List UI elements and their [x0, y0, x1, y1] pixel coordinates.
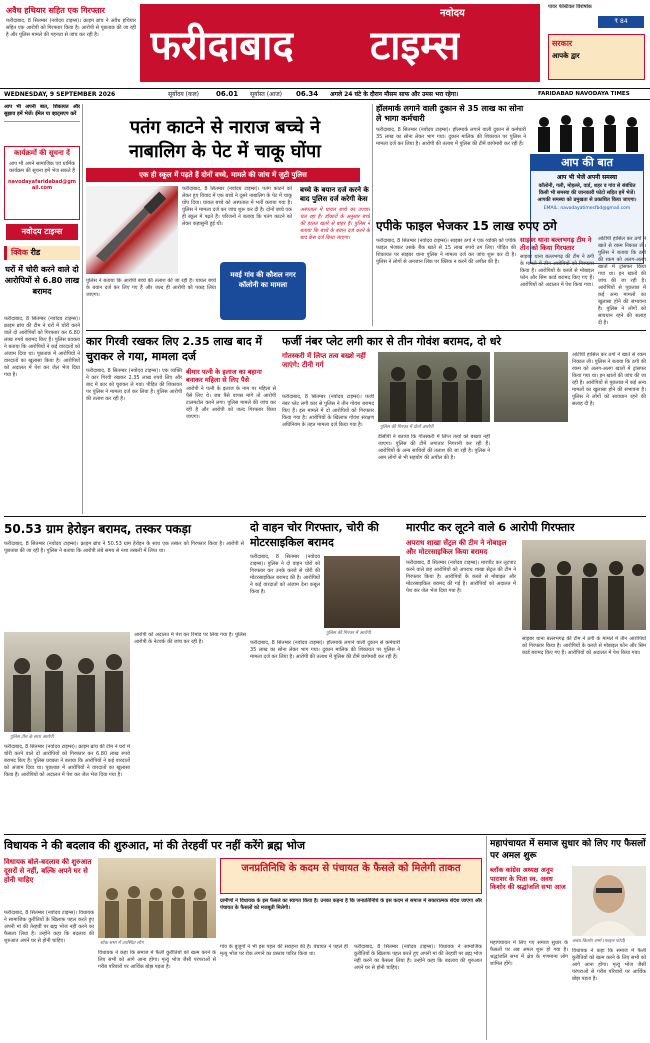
car-text: फरीदाबाद, 8 सितम्बर (नवोदय टाइम्स)। एक व्यक्ति ने कार गिरवी रखकर 2.35 लाख रुपये लिए और बाद में कार को चुराकर ले गया। पीड़ित की शिकायत पर पुलिस ने मामला दर्ज कर लिया है। पुलिस आरोपी की तलाश कर रही है। — [86, 368, 182, 402]
event-box-text: आप भी अपने सामाजिक एवं धार्मिक कार्यक्रम की सूचना हमें भेज सकते हैं — [9, 161, 75, 174]
quote-box — [220, 858, 482, 894]
lead-side — [300, 186, 370, 326]
condolence-text-2: विधायक ने कहा कि समाज में फैली कुरीतियों को खत्म करने के लिए सभी को आगे आना होगा। मृत्यु भोज जैसी परंपराओं से गरीब परिवारों पर आर्थिक बोझ पड़ता है। — [572, 948, 646, 982]
mla-caption: शोक सभा में उपस्थित लोग — [100, 941, 144, 946]
brand-name: टाइम्स — [370, 23, 461, 69]
condolence-sub — [490, 866, 568, 936]
left-promo-headline: अवैध हथियार सहित एक गिरफ्तार — [6, 6, 105, 15]
vehicle-photo — [324, 556, 400, 628]
sidebar-story-text: फरीदाबाद, 8 सितम्बर (नवोदय टाइम्स)। क्राइम ब्रांच की टीम ने घरों में चोरी करने वाले दो आरोपियों को गिरफ्तार कर 6.80 लाख रुपये बरामद किए हैं। पुलिस प्रवक्ता ने बताया कि आरोपियों ने कई वारदातों को अंजाम दिया था। पूछताछ में आरोपियों ने वारदातों का खुलासा किया है। आरोपियों को अदालत में पेश कर जेल भेज दिया गया है। — [4, 316, 80, 378]
robbery-text: फरीदाबाद, 8 सितम्बर (नवोदय टाइम्स)। मारपीट कर लूटपाट करने वाले छह आरोपियों को अपराध शाखा सेंट्रल की टीम ने गिरफ्तार किया है। आरोपियों के कब्जे से मोबाइल और मोटरसाइकिल बरामद की गई है। आरोपियों को अदालत में पेश कर जेल भेज दिया गया है। — [406, 560, 516, 594]
cow-photo-caption: पुलिस की गिरफ्त में दोनों आरोपी — [380, 425, 434, 430]
mla-sub-box — [4, 858, 94, 908]
vehicle-caption: पुलिस की गिरफ्त में आरोपी — [326, 631, 371, 636]
heroin-photo — [4, 632, 130, 732]
rule-1 — [86, 330, 646, 331]
masthead — [0, 0, 650, 88]
sidebar-story-headline: घरों में चोरी करने वाले दो आरोपियों से 6.80 लाख बरामद — [4, 265, 80, 296]
car-headline: कार गिरवी रखकर लिए 2.35 लाख बाद में चुराकर ले गया, मामला दर्ज — [86, 335, 262, 363]
knife-icon — [86, 186, 178, 274]
people-icon — [378, 352, 490, 422]
crowd-icon — [530, 112, 644, 152]
car-sub — [186, 368, 276, 421]
gold-story — [376, 104, 526, 214]
people-icon — [98, 858, 216, 938]
lead-locale-box: मवई गांव की कौशल नगर कॉलोनी का मामला — [220, 262, 306, 320]
aap-ki-baat-text: कॉलोनी, गली, मोहल्ले, वार्ड, शहर व गांव से संबंधित किसी भी समस्या की जानकारी फोटो सहित हमें भेजें। आपकी समस्या को प्रमुखता से प्रकाशित किया जाएगा। — [537, 183, 637, 203]
apk-text: फरीदाबाद, 8 सितम्बर (नवोदय टाइम्स)। साइबर ठगों ने एक व्यक्ति को एपीके फाइल भेजकर उसके बैंक खाते से 15 लाख रुपये ठग लिए। पीड़ित की शिकायत पर साइबर थाना पुलिस ने मामला दर्ज कर जांच शुरू कर दी है। पुलिस ने लोगों से अनजान लिंक पर क्लिक न करने की अपील की है। — [376, 238, 516, 265]
mahapanchayat-headline: महापंचायत में समाज सुधार को लिए गए फैसलों पर अमल शुरू — [490, 839, 646, 861]
cow-arrest-photo — [378, 352, 490, 422]
sidebar-notice: आप भी अपनी बात, शिकायत और सुझाव हमें भेजें। ईमेल या व्हाट्सएप करें — [4, 104, 80, 122]
mla-text-4: फरीदाबाद, 8 सितम्बर (नवोदय टाइम्स)। विधायक ने सामाजिक कुरीतियों के खिलाफ पहल करते हुए अपनी मां की तेरहवीं पर ब्रह्म भोज नहीं करने का फैसला लिया है। उन्होंने कहा कि बदलाव की शुरुआत अपने घर से होनी चाहिए। — [354, 944, 482, 971]
heroin-text: फरीदाबाद, 8 सितम्बर (नवोदय टाइम्स)। क्राइम ब्रांच ने 50.53 ग्राम हेरोइन के साथ एक तस्कर को गिरफ्तार किया है। आरोपी से पूछताछ की जा रही है। पुलिस ने बताया कि आरोपी लंबे समय से नशा तस्करी में लिप्त था। — [4, 541, 244, 554]
robbery-sub: अपराध शाखा सेंट्रल की टीम ने नोबाइल और मोटरसाइकिल किया बरामद — [406, 539, 507, 556]
ear-ad-line1: सरकार — [552, 39, 573, 48]
lead-headline-2: नाबालिग के पेट में चाकू घोंपा — [129, 141, 321, 162]
vehicle-text-2: फरीदाबाद, 8 सितम्बर (नवोदय टाइम्स)। हॉलमार्क लगाने वाली दुकान से कर्मचारी 35 लाख का सोना लेकर भाग गया। दुकान मालिक की शिकायत पर पुलिस ने मामला दर्ज कर लिया है। आरोपी की तलाश में पुलिस की टीमें छापेमारी कर रही हैं। — [250, 640, 400, 660]
quick-label: क्विक — [11, 248, 29, 257]
sunrise-label: सूर्योदय (कल) — [168, 91, 200, 98]
vehicle-text: फरीदाबाद, 8 सितम्बर (नवोदय टाइम्स)। पुलिस ने दो वाहन चोरों को गिरफ्तार कर उनके कब्जे से चोरी की मोटरसाइकिल बरामद की है। आरोपियों ने कई वारदातों को अंजाम देना कबूल किया है। — [250, 554, 320, 595]
heroin-text-2: आरोपी को अदालत में पेश कर रिमांड पर लिया गया है। पुलिस आरोपी के नेटवर्क की जांच कर रही है। — [134, 632, 246, 645]
cow-right-text: ओटीपी हासिल कर ठगों ने खाते से रकम निकाल ली। पुलिस ने बताया कि ठगी की रकम को अलग-अलग खातों में ट्रांसफर किया गया था। इन खातों की जांच की जा रही है। आरोपियों से पूछताछ में कई अन्य मामलों का खुलासा होने की संभावना है। पुलिस ने लोगों को सावधान रहने की सलाह दी है। — [572, 352, 646, 407]
rule-2 — [4, 516, 646, 517]
lead-text-2: पुलिस ने बताया कि आरोपी बच्चे की तलाश की जा रही है। घायल बच्चे के बयान दर्ज कर लिए गए हैं और जल्द ही आरोपी को पकड़ लिया जाएगा। — [86, 278, 216, 298]
mla-text-3: गांव के बुजुर्गों ने भी इस पहल की सराहना की है। पंचायत ने पहले ही मृत्यु भोज पर रोक लगाने का प्रस्ताव पारित किया था। — [220, 944, 348, 957]
car-sub-text: आरोपी ने पत्नी के इलाज के नाम पर महिला से पैसे लिए थे। जब पैसे वापस मांगे तो आरोपी टालमटोल करने लगा। पुलिस मामले की जांच कर रही है और आरोपी को जल्द गिरफ्तार किया जाएगा। — [186, 386, 276, 420]
cow-text-2: डीसीपी ने बताया कि गोतस्करी में लिप्त तत्वों को बख्शा नहीं जाएगा। पुलिस की टीमें लगातार निगरानी कर रही हैं। आरोपियों के अन्य साथियों की तलाश की जा रही है। पुलिस ने आम लोगों से भी सहयोग की अपील की है। — [378, 434, 490, 461]
lead-strap: एक ही स्कूल में पढ़ते हैं दोनों बच्चे, मामले की जांच में जुटी पुलिस — [86, 168, 360, 182]
portrait-photo — [572, 866, 646, 936]
portrait-caption: अवध किशोर शर्मा (फाइल फोटो) — [572, 939, 626, 944]
robbery-text-2: साइबर थाना बल्लभगढ़ की टीम ने ठगी के मामले में तीन आरोपियों को गिरफ्तार किया है। आरोपियों के कब्जे से मोबाइल फोन और सिम कार्ड बरामद किए गए हैं। आरोपियों को अदालत में पेश किया गया। — [522, 636, 646, 656]
brand-logo — [140, 4, 540, 82]
weather-ticker: अगले 24 घंटे के दौरान मौसम साफ और उमस भरा रहेगा। — [330, 91, 459, 98]
ear-ad-line2: आपके द्वार — [552, 52, 580, 60]
knife-photo — [86, 186, 178, 274]
lead-side-headline: बच्चे के बयान दर्ज करने के बाद पुलिस दर्ज करेगी केस — [300, 186, 369, 203]
heroin-headline: 50.53 ग्राम हेरोइन बरामद, तस्कर पकड़ा — [4, 522, 192, 536]
cow-sub — [282, 352, 374, 392]
read-label: रीड — [30, 248, 41, 257]
lead-divider — [372, 104, 373, 326]
sidebar — [4, 104, 80, 514]
rule-3 — [4, 834, 646, 835]
sidebar-logo: नवोदय टाइम्स — [6, 224, 78, 240]
brand-top: नवोदय — [440, 8, 465, 19]
people-icon — [522, 540, 646, 630]
ear-badge: ₹ 84 — [598, 16, 644, 28]
sunrise-time: 06.01 — [216, 90, 239, 98]
ear-head: पावर फेस्टिवल विशेषांक — [548, 4, 592, 10]
vehicle-headline: दो वाहन चोर गिरफ्तार, चोरी की मोटरसाइकिल बरामद — [250, 521, 379, 549]
quote-text: ग्रामीणों ने विधायक के इस फैसले का स्वागत किया है। उनका कहना है कि जनप्रतिनिधि के इस कदम से समाज में सकारात्मक संदेश जाएगा और पंचायत के फैसलों को मजबूती मिलेगी। — [220, 898, 482, 911]
aap-ki-baat-email: EMAIL: navodayatimesfbd@gmail.com — [543, 206, 631, 211]
condolence-headline: ब्लॉक कांग्रेस अध्यक्ष अनूप पाराशर के पिता स्व. अवध किशोर की श्रद्धांजलि सभा आज — [490, 866, 566, 891]
date: WEDNESDAY, 9 SEPTEMBER 2026 — [4, 91, 116, 98]
car-story — [86, 334, 276, 512]
car-sub-headline: बीमार पत्नी के इलाज का बहाना बनाकर महिला से लिए पैसे — [186, 368, 262, 384]
cow-headline: फर्जी नंबर प्लेट लगी कार से तीन गोवंश बरामद, दो धरे — [282, 335, 502, 348]
aap-ki-baat-sub: आप भी भेजें अपनी समस्या — [556, 174, 618, 181]
apk-sub — [520, 236, 594, 326]
lead-side-text: अस्पताल में घायल बच्चे का उपचार चल रहा है। डॉक्टरों के अनुसार बच्चे की हालत खतरे से बाहर है। पुलिस ने बताया कि बच्चे के बयान दर्ज करने के बाद केस दर्ज किया जाएगा। — [300, 207, 370, 241]
cow-text: फरीदाबाद, 8 सितम्बर (नवोदय टाइम्स)। फर्जी नंबर प्लेट लगी कार से पुलिस ने तीन गोवंश बरामद किए हैं। इस मामले में दो आरोपियों को गिरफ्तार किया गया है। आरोपियों के खिलाफ गोवंश संरक्षण अधिनियम के तहत मामला दर्ज किया गया है। — [282, 394, 374, 428]
heroin-text-3: फरीदाबाद, 8 सितम्बर (नवोदय टाइम्स)। क्राइम ब्रांच की टीम ने घरों में चोरी करने वाले दो आरोपियों को गिरफ्तार कर 6.80 लाख रुपये बरामद किए हैं। पुलिस प्रवक्ता ने बताया कि आरोपियों ने कई वारदातों को अंजाम दिया था। पूछताछ में आरोपियों ने वारदातों का खुलासा किया है। आरोपियों को अदालत में पेश कर जेल भेज दिया गया है। — [4, 744, 130, 778]
brand-city: फरीदाबाद — [150, 23, 294, 69]
robbery-headline: मारपीट कर लूटने वाले 6 आरोपी गिरफ्तार — [406, 521, 575, 534]
apk-right-text: ओटीपी हासिल कर ठगों ने खाते से रकम निकाल ली। पुलिस ने बताया कि ठगी की रकम को अलग-अलग खातों में ट्रांसफर किया गया था। इन खातों की जांच की जा रही है। आरोपियों से पूछताछ में कई अन्य मामलों का खुलासा होने की संभावना है। पुलिस ने लोगों को सावधान रहने की सलाह दी है। — [598, 236, 646, 326]
mla-headline: विधायक ने की बदलाव की शुरुआत, मां की तेरहवीं पर नहीं करेंगे ब्रह्म भोज — [4, 839, 305, 852]
sunset-label: सूर्यास्त (आज) — [250, 91, 283, 98]
condolence-text: महापंचायत में लिए गए समाज सुधार के फैसलों पर अब अमल शुरू हो गया है। श्रद्धांजलि सभा में क्षेत्र के गणमान्य लोग शामिल होंगे। — [490, 940, 568, 967]
aap-ki-baat-title: आप की बात — [531, 155, 643, 171]
bottom-divider — [486, 836, 487, 1040]
cow-sub-headline: गोतस्करी में लिप्त तत्व बख्शे नहीं जाएंगे: टीनी गर्ग — [282, 352, 366, 369]
gold-headline: हॉलमार्क लगाने वाली दुकान से 35 लाख का सोना ले भागा कर्मचारी — [376, 104, 524, 123]
robbery-photo — [522, 540, 646, 630]
mla-text-2: विधायक ने कहा कि समाज में फैली कुरीतियों को खत्म करने के लिए सभी को आगे आना होगा। मृत्यु भोज जैसी परंपराओं से गरीब परिवारों पर आर्थिक बोझ पड़ता है। — [98, 950, 216, 970]
gold-text: फरीदाबाद, 8 सितम्बर (नवोदय टाइम्स)। हॉलमार्क लगाने वाली दुकान से कर्मचारी 35 लाख का सोना लेकर भाग गया। दुकान मालिक की शिकायत पर पुलिस ने मामला दर्ज कर लिया है। आरोपी की तलाश में पुलिस की टीमें छापेमारी कर रही हैं। — [376, 127, 526, 147]
lead-text: फरीदाबाद, 8 सितम्बर (नवोदय टाइम्स)। पतंग काटने को लेकर हुए विवाद में एक बच्चे ने दूसरे नाबालिग के पेट में चाकू घोंप दिया। घायल बच्चे को अस्पताल में भर्ती कराया गया है। पुलिस ने मामला दर्ज कर जांच शुरू कर दी है। दोनों बच्चे एक ही स्कूल में पढ़ते हैं। परिजनों ने बताया कि पतंग काटने को लेकर कहासुनी हुई थी। — [182, 186, 292, 227]
cow-photo-2 — [494, 352, 568, 422]
quick-read-tag — [4, 246, 80, 260]
crowd-illustration — [530, 112, 644, 152]
apk-sub-text: साइबर थाना बल्लभगढ़ की टीम ने ठगी के मामले में तीन आरोपियों को गिरफ्तार किया है। आरोपियों के कब्जे से मोबाइल फोन और सिम कार्ड बरामद किए गए हैं। आरोपियों को अदालत में पेश किया गया। — [520, 254, 594, 288]
left-promo-text: फरीदाबाद, 8 सितम्बर (नवोदय टाइम्स)। क्राइम ब्रांच ने अवैध हथियार सहित एक आरोपी को गिरफ्तार किया है। आरोपी से पूछताछ की जा रही है और पुलिस मामले की गहनता से जांच कर रही है। — [6, 18, 136, 38]
apk-sub-headline: साइबर थाना बल्लभगढ़ टीम ने तीन को किया गिरफ्तार — [520, 236, 592, 252]
quote-headline: जनप्रतिनिधि के कदम से पंचायत के फैसले को मिलेगी ताकत — [241, 863, 461, 874]
portrait-icon — [572, 866, 646, 936]
apk-headline: एपीके फाइल भेजकर 15 लाख रुपए ठगे — [376, 219, 557, 233]
lead-headline-1: पतंग काटने से नाराज बच्चे ने — [129, 117, 321, 138]
right-ear — [548, 4, 645, 82]
mla-sub: विधायक बोले-बदलाव की शुरुआत दूसरों से नहीं, बल्कि अपने घर से होनी चाहिए — [4, 858, 92, 884]
heroin-caption: पुलिस टीम के साथ आरोपी — [10, 735, 54, 740]
sunset-time: 06.34 — [296, 90, 319, 98]
sidebar-event-box — [4, 146, 80, 220]
event-box-title: कार्यक्रमों की सूचना दें — [14, 149, 70, 157]
paper-name-right: FARIDABAD NAVODAYA TIMES — [538, 91, 630, 97]
dateline-bar — [0, 88, 650, 100]
sidebar-divider — [82, 104, 83, 514]
event-box-email: navodayafaridabad@gmail.com — [7, 179, 77, 191]
mla-text: फरीदाबाद, 8 सितम्बर (नवोदय टाइम्स)। विधायक ने सामाजिक कुरीतियों के खिलाफ पहल करते हुए अपनी मां की तेरहवीं पर ब्रह्म भोज नहीं करने का फैसला लिया है। उन्होंने कहा कि बदलाव की शुरुआत अपने घर से होनी चाहिए। — [4, 910, 94, 944]
left-promo — [6, 6, 136, 78]
mla-photo — [98, 858, 216, 938]
ear-ad — [548, 34, 645, 80]
people-icon — [4, 632, 130, 732]
